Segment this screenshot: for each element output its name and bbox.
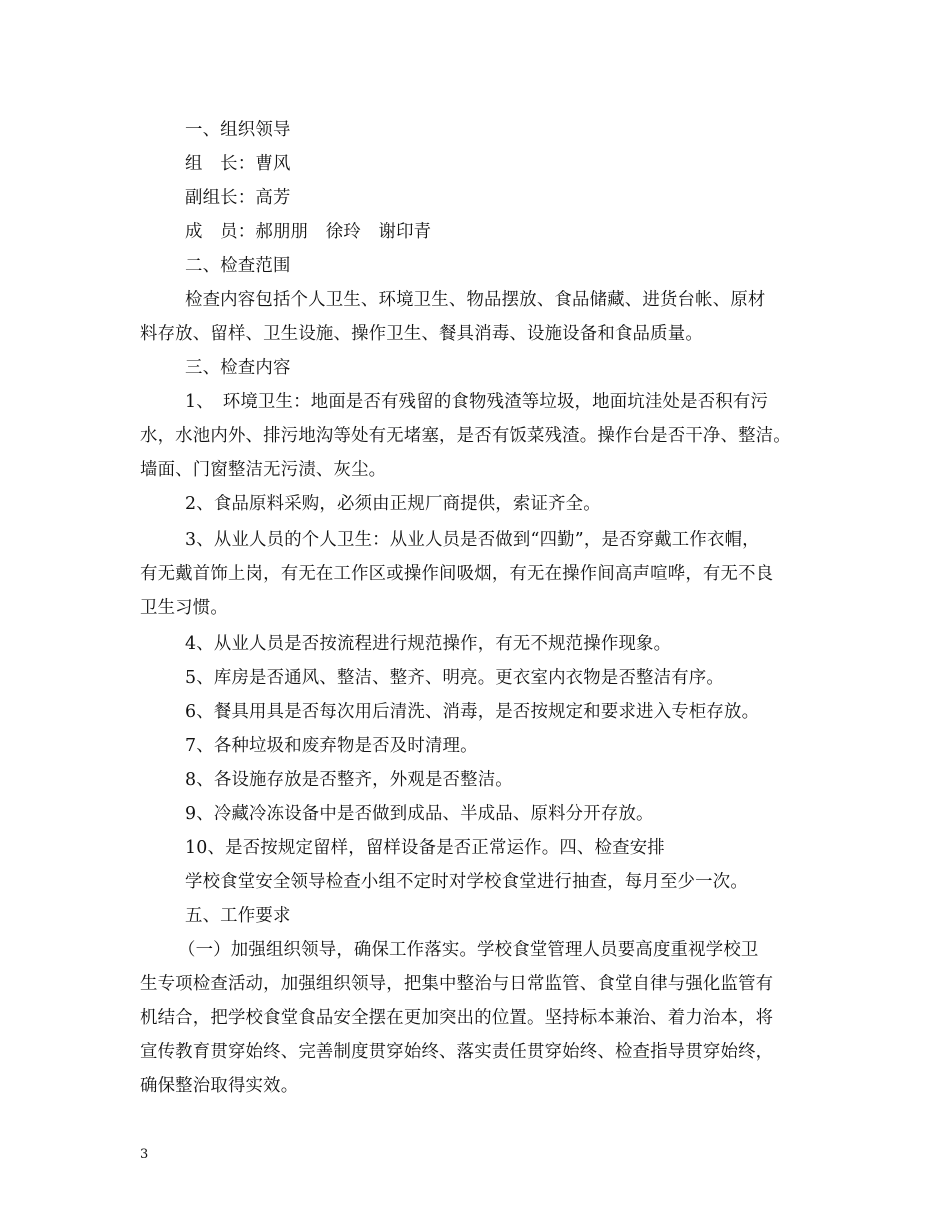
paragraph-line: 3、从业人员的个人卫生：从业人员是否做到“四勤”，是否穿戴工作衣帽，: [185, 530, 760, 550]
paragraph-line: 水，水池内外、排污地沟等处有无堵塞，是否有饭菜残渣。操作台是否干净、整洁。: [140, 426, 791, 446]
paragraph-line: 料存放、留样、卫生设施、操作卫生、餐具消毒、设施设备和食品质量。: [140, 324, 703, 344]
paragraph-line: 10、是否按规定留样，留样设备是否正常运作。四、检查安排: [185, 838, 665, 858]
group-leader-line: 组 长：曹风: [185, 154, 291, 174]
paragraph-line: 宣传教育贯穿始终、完善制度贯穿始终、落实责任贯穿始终、检查指导贯穿始终，: [140, 1042, 774, 1062]
section-heading-requirements: 五、工作要求: [185, 906, 291, 926]
section-heading-organization: 一、组织领导: [185, 120, 291, 140]
paragraph-line: 生专项检查活动，加强组织领导，把集中整治与日常监管、食堂自律与强化监管有: [140, 974, 774, 994]
paragraph-line: 有无戴首饰上岗，有无在工作区或操作间吸烟，有无在操作间高声喧哗，有无不良: [140, 564, 774, 584]
paragraph-line: 确保整治取得实效。: [140, 1076, 299, 1096]
page-number: 3: [140, 1147, 149, 1162]
paragraph-line: 2、食品原料采购，必须由正规厂商提供，索证齐全。: [185, 494, 601, 514]
deputy-leader-line: 副组长：高芳: [185, 188, 291, 208]
paragraph-line: 检查内容包括个人卫生、环境卫生、物品摆放、食品储藏、进货台帐、原材: [185, 290, 766, 310]
paragraph-line: 5、库房是否通风、整洁、整齐、明亮。更衣室内衣物是否整洁有序。: [185, 668, 724, 688]
paragraph-line: 7、各种垃圾和废弃物是否及时清理。: [185, 736, 478, 756]
paragraph-line: 1、 环境卫生：地面是否有残留的食物残渣等垃圾，地面坑洼处是否积有污: [185, 392, 769, 412]
paragraph-line: 6、餐具用具是否每次用后清洗、消毒，是否按规定和要求进入专柜存放。: [185, 702, 760, 722]
paragraph-line: 卫生习惯。: [140, 598, 228, 618]
section-heading-content: 三、检查内容: [185, 358, 291, 378]
members-line: 成 员：郝朋朋 徐玲 谢印青: [185, 222, 432, 242]
paragraph-line: 9、冷藏冷冻设备中是否做到成品、半成品、原料分开存放。: [185, 804, 654, 824]
paragraph-line: 学校食堂安全领导检查小组不定时对学校食堂进行抽查，每月至少一次。: [185, 872, 748, 892]
paragraph-line: 机结合，把学校食堂食品安全摆在更加突出的位置。坚持标本兼治、着力治本，将: [140, 1008, 774, 1028]
paragraph-line: 4、从业人员是否按流程进行规范操作，有无不规范操作现象。: [185, 634, 672, 654]
section-heading-scope: 二、检查范围: [185, 256, 291, 276]
paragraph-line: 墙面、门窗整洁无污渍、灰尘。: [140, 460, 387, 480]
paragraph-line: （一）加强组织领导，确保工作落实。学校食堂管理人员要高度重视学校卫: [178, 940, 759, 960]
paragraph-line: 8、各设施存放是否整齐，外观是否整洁。: [185, 770, 513, 790]
